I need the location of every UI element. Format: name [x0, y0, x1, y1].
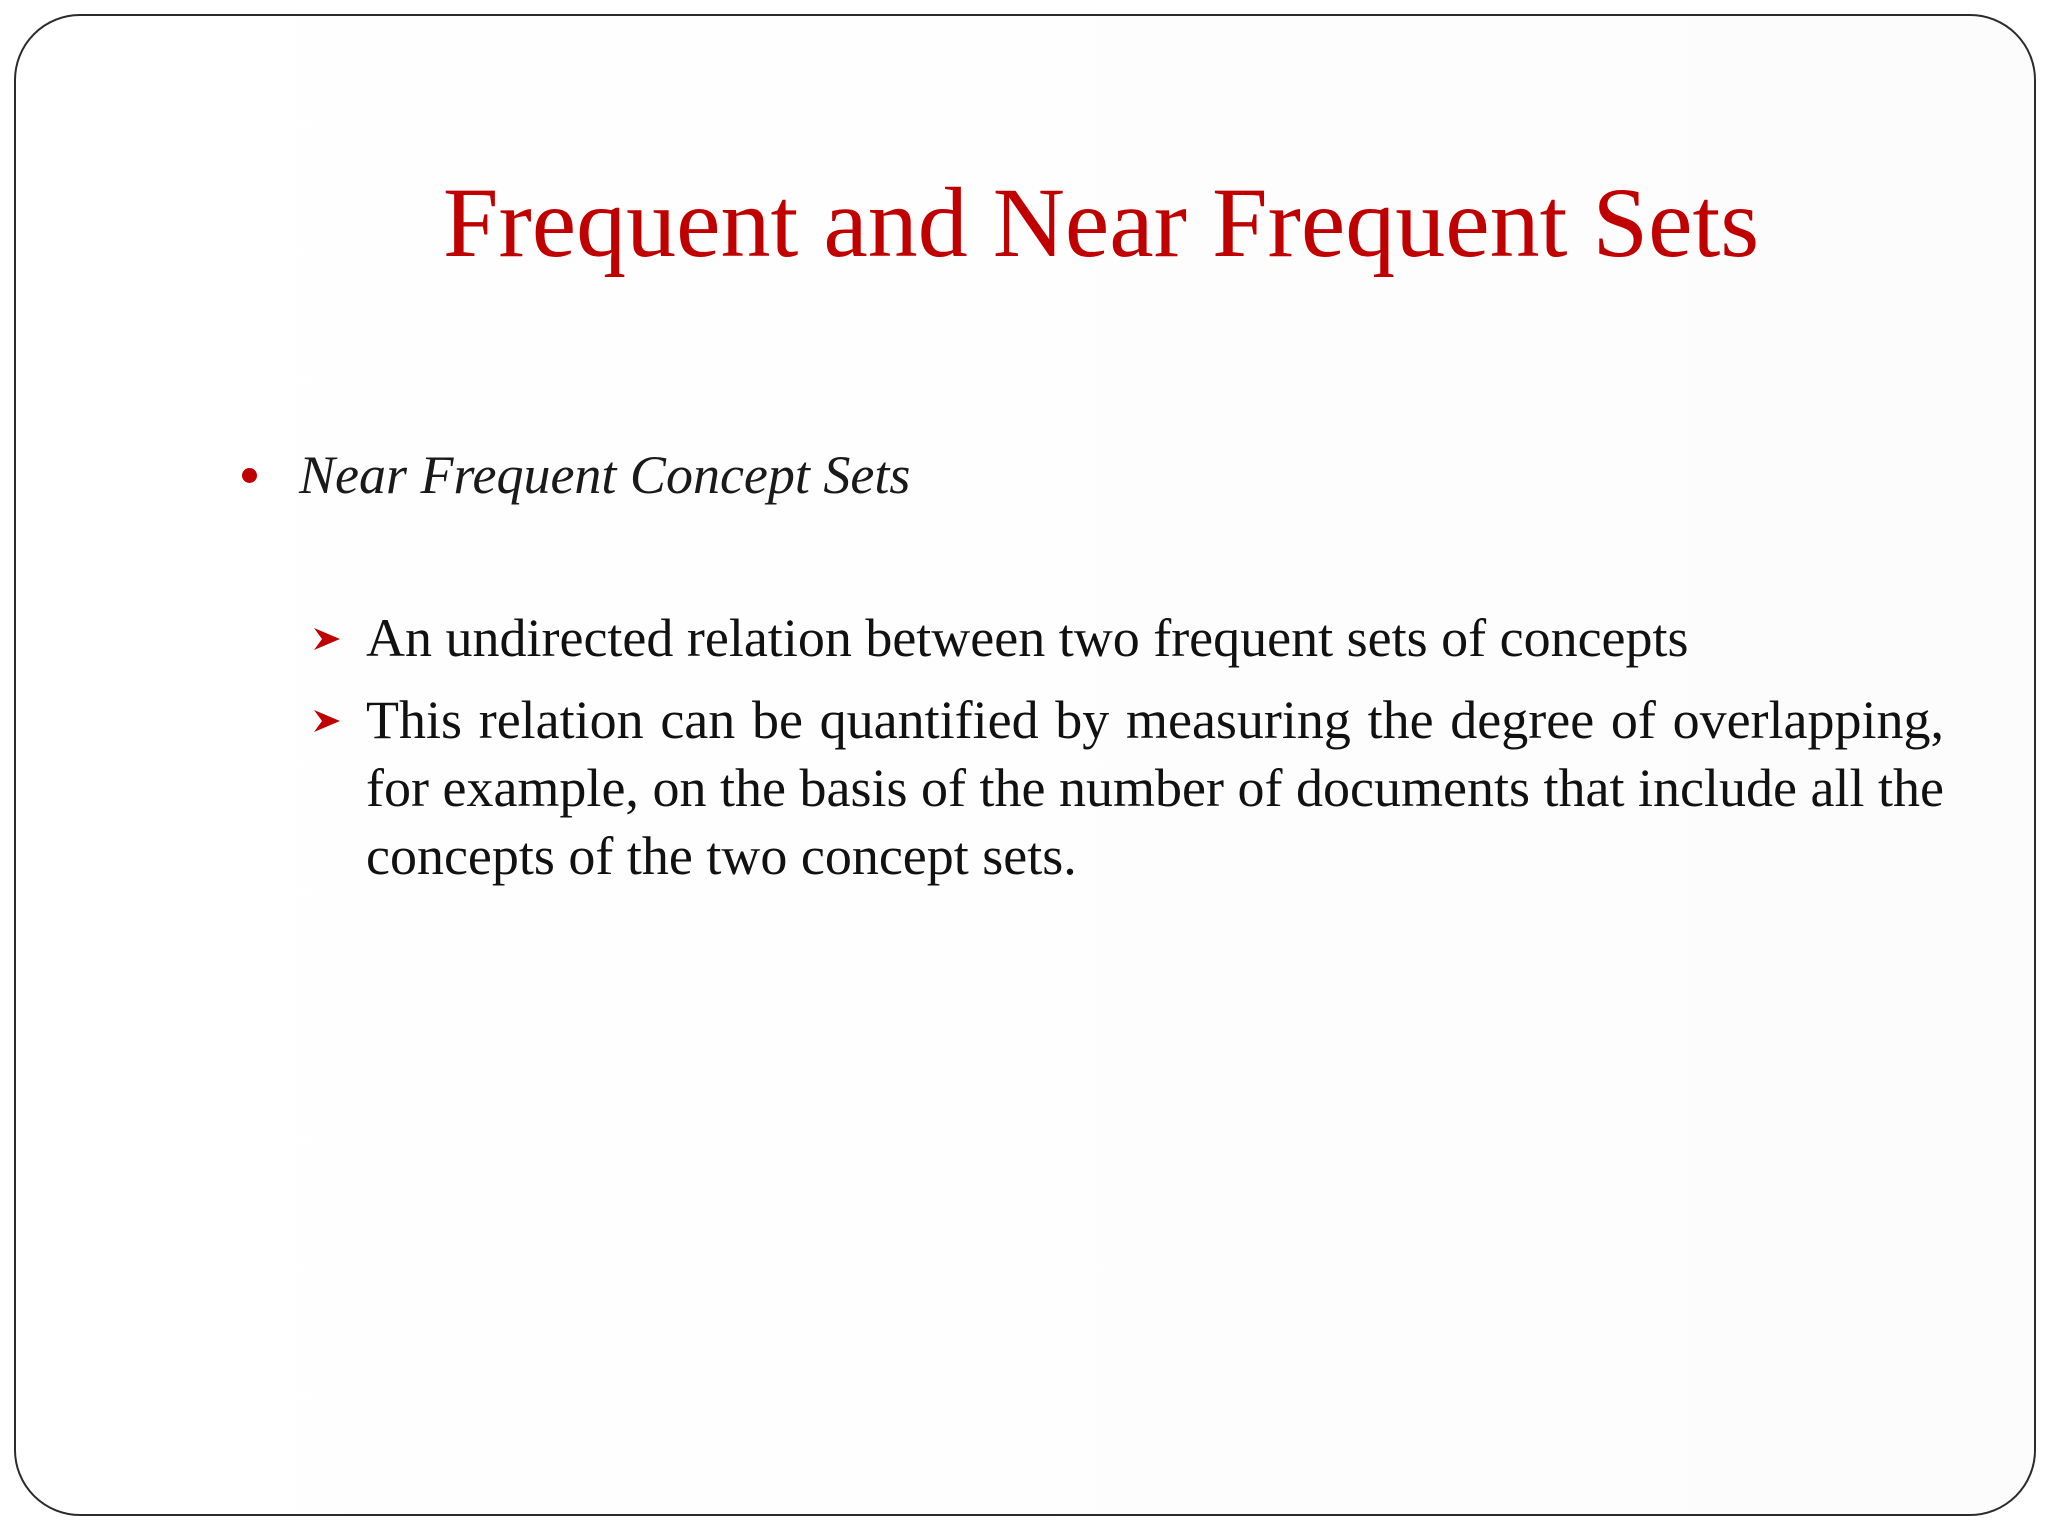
sub-bullet-text: An undirected relation between two frequent sets of concepts	[366, 608, 1689, 668]
bullet-dot-icon	[242, 468, 257, 483]
sub-bullet-list	[312, 604, 1944, 904]
slide-title: Frequent and Near Frequent Sets	[442, 167, 1760, 278]
arrow-right-icon	[312, 686, 366, 739]
bullet-item	[242, 436, 910, 514]
bullet-text: Near Frequent Concept Sets	[299, 445, 911, 505]
sub-bullet-text: This relation can be quantified by measuring the degree of overlapping, for example, on the basis of the number of documents that include all the concepts of the two concept sets.	[366, 690, 1944, 886]
sub-bullet-item	[312, 604, 1944, 672]
slide-frame	[14, 14, 2036, 1516]
sub-bullet-item	[312, 686, 1944, 890]
arrow-right-icon	[312, 604, 366, 657]
